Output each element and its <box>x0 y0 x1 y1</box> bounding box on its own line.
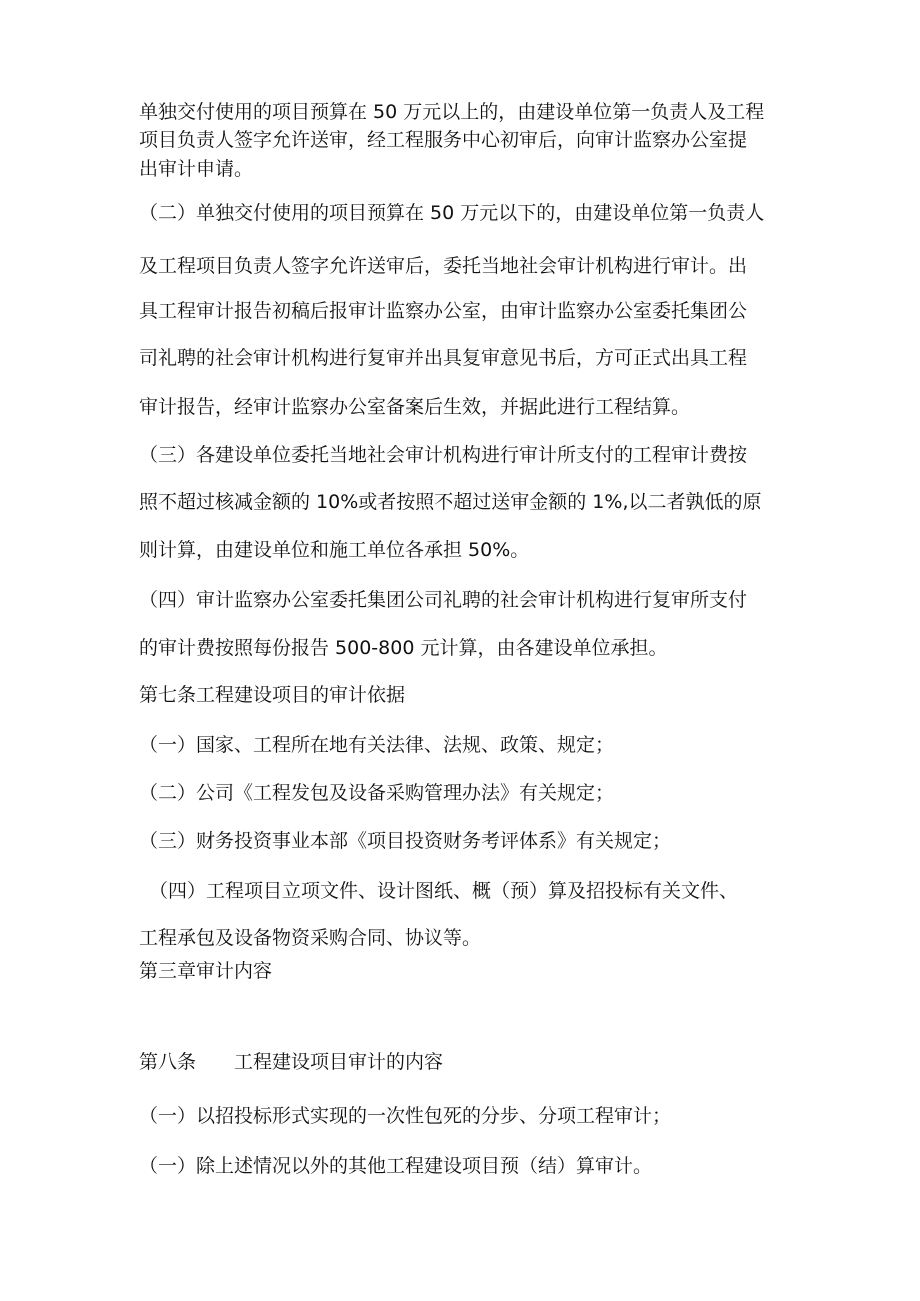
text-line: （一）国家、工程所在地有关法律、法规、政策、规定； <box>139 734 615 756</box>
text-line: （二）单独交付使用的项目预算在 50 万元以下的，由建设单位第一负责人 <box>139 202 765 224</box>
text-line: 审计报告，经审计监察办公室备案后生效，并据此进行工程结算。 <box>139 396 691 418</box>
text-line: （二）公司《工程发包及设备采购管理办法》有关规定； <box>139 782 615 804</box>
text-line: （三）各建设单位委托当地社会审计机构进行审计所支付的工程审计费按 <box>139 444 748 466</box>
text-line: 具工程审计报告初稿后报审计监察办公室，由审计监察办公室委托集团公 <box>139 300 748 322</box>
text-line: （一）除上述情况以外的其他工程建设项目预（结）算审计。 <box>139 1155 653 1177</box>
text-line: 项目负责人签字允许送审，经工程服务中心初审后，向审计监察办公室提 <box>139 129 748 151</box>
text-line: 司礼聘的社会审计机构进行复审并出具复审意见书后，方可正式出具工程 <box>139 347 748 369</box>
chapter-heading: 第三章审计内容 <box>139 960 273 982</box>
text-line: 单独交付使用的项目预算在 50 万元以上的，由建设单位第一负责人及工程 <box>139 101 765 123</box>
text-line: 则计算，由建设单位和施工单位各承担 50%。 <box>139 539 530 561</box>
text-line: （一）以招投标形式实现的一次性包死的分步、分项工程审计； <box>139 1105 672 1127</box>
text-line: 出审计申请。 <box>139 158 254 180</box>
text-line: 的审计费按照每份报告 500-800 元计算，由各建设单位承担。 <box>139 637 668 659</box>
section-heading: 第七条工程建设项目的审计依据 <box>139 684 406 706</box>
section-heading: 第八条 工程建设项目审计的内容 <box>139 1051 444 1073</box>
text-line: 照不超过核减金额的 10%或者按照不超过送审金额的 1%,以二者孰低的原 <box>139 491 762 513</box>
text-line: （三）财务投资事业本部《项目投资财务考评体系》有关规定； <box>139 830 672 852</box>
text-line: 及工程项目负责人签字允许送审后，委托当地社会审计机构进行审计。出 <box>139 255 748 277</box>
text-line: （四）审计监察办公室委托集团公司礼聘的社会审计机构进行复审所支付 <box>139 589 748 611</box>
text-line: （四）工程项目立项文件、设计图纸、概（预）算及招投标有关文件、 <box>149 880 739 902</box>
text-line: 工程承包及设备物资采购合同、协议等。 <box>139 927 482 949</box>
